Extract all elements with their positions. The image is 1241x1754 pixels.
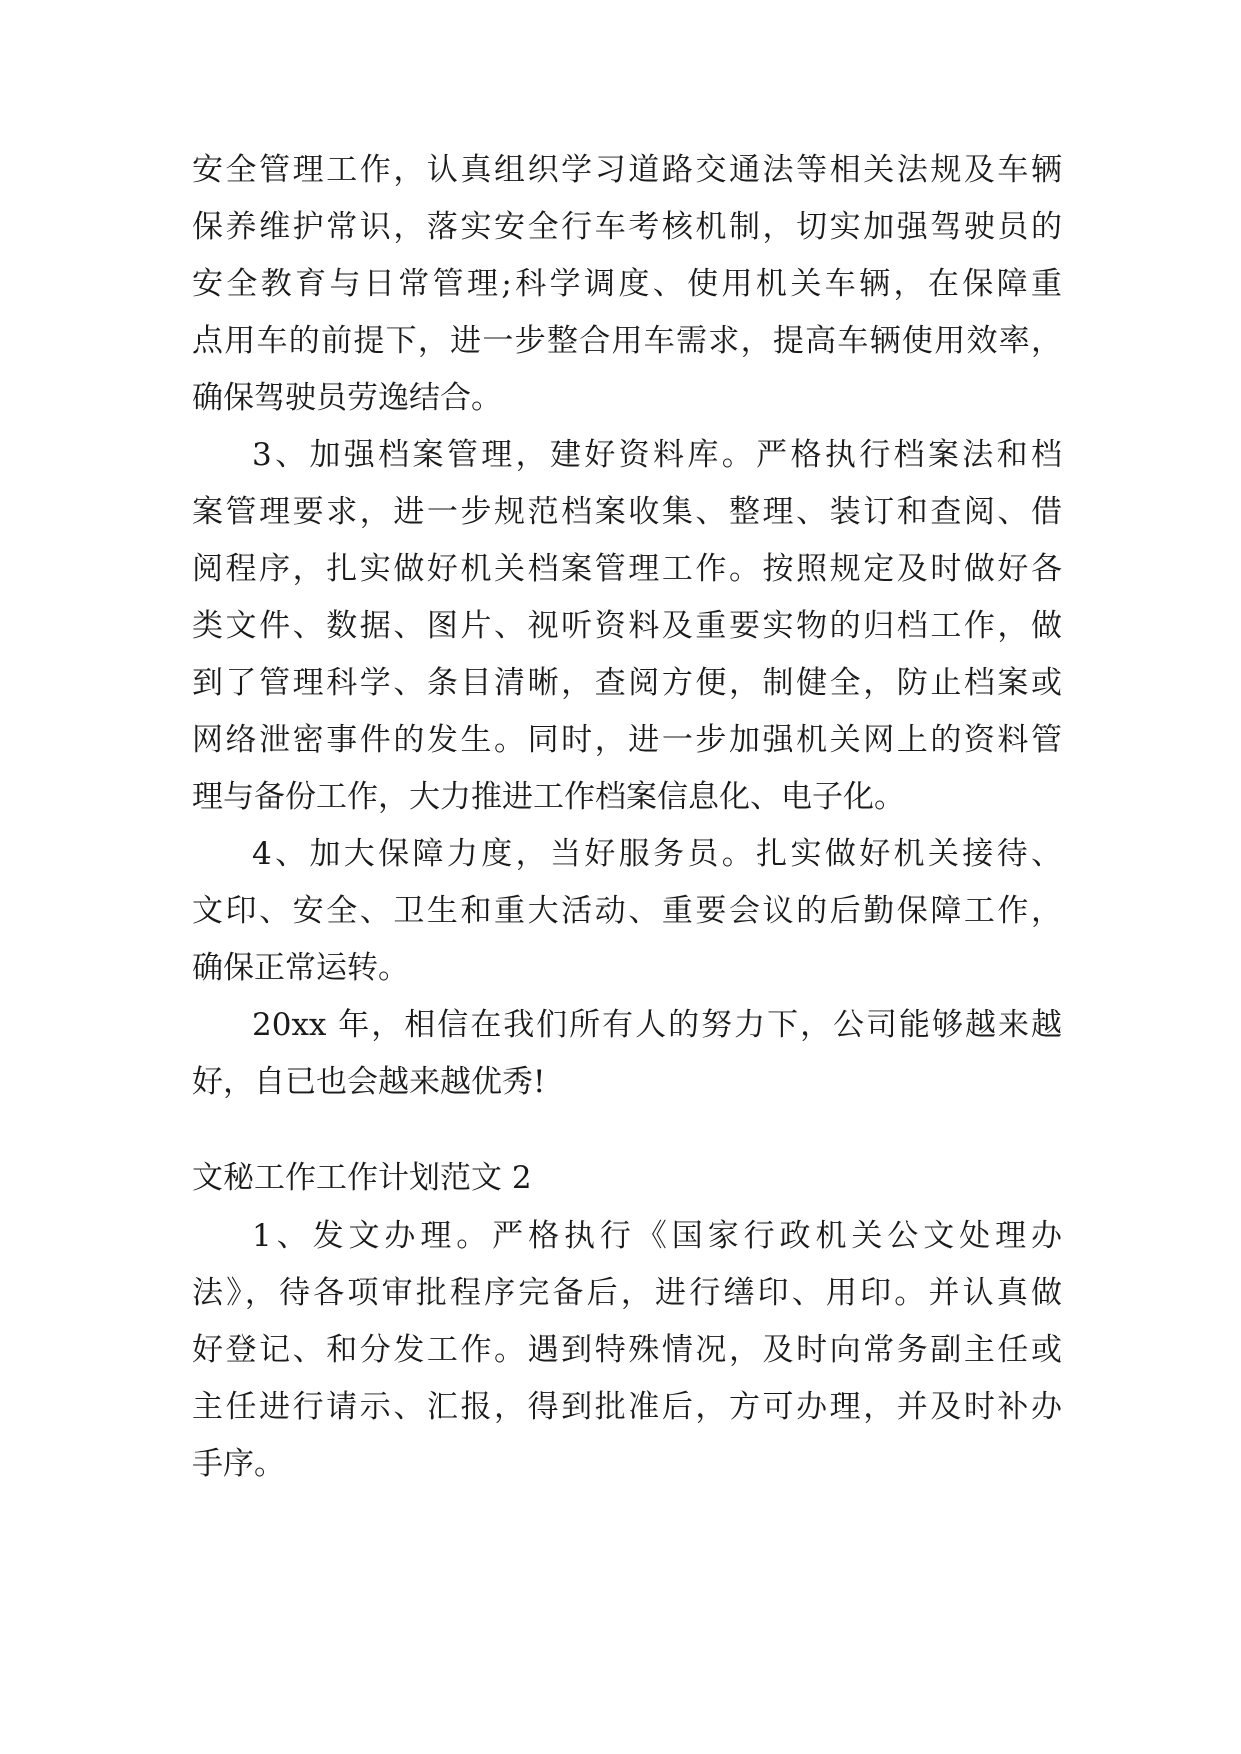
text-line: 到了管理科学、条目清晰，查阅方便，制健全，防止档案或 [192,665,1062,701]
text-line: 确保正常运转。 [192,950,409,986]
text-line: 好，自已也会越来越优秀! [192,1064,546,1100]
text-line: 保养维护常识，落实安全行车考核机制，切实加强驾驶员的 [192,209,1062,245]
text-line: 确保驾驶员劳逸结合。 [192,380,502,416]
text-line: 法》，待各项审批程序完备后，进行缮印、用印。并认真做 [192,1275,1062,1311]
text-line: 手序。 [192,1446,285,1482]
text-line: 4、加大保障力度，当好服务员。扎实做好机关接待、 [252,836,1062,872]
text-line: 3、加强档案管理，建好资料库。严格执行档案法和档 [252,437,1062,473]
text-line: 安全教育与日常管理;科学调度、使用机关车辆，在保障重 [192,266,1062,302]
text-line: 安全管理工作，认真组织学习道路交通法等相关法规及车辆 [192,152,1062,188]
text-line: 20xx 年，相信在我们所有人的努力下，公司能够越来越 [252,1007,1062,1043]
text-line: 类文件、数据、图片、视听资料及重要实物的归档工作，做 [192,608,1062,644]
text-line: 文印、安全、卫生和重大活动、重要会议的后勤保障工作， [192,893,1062,929]
text-line: 主任进行请示、汇报，得到批准后，方可办理，并及时补办 [192,1389,1062,1425]
text-line: 案管理要求，进一步规范档案收集、整理、装订和查阅、借 [192,494,1062,530]
text-line: 阅程序，扎实做好机关档案管理工作。按照规定及时做好各 [192,551,1062,587]
text-line: 点用车的前提下，进一步整合用车需求，提高车辆使用效率， [192,323,1062,359]
text-line: 1、发文办理。严格执行《国家行政机关公文处理办 [252,1218,1062,1254]
text-line: 好登记、和分发工作。遇到特殊情况，及时向常务副主任或 [192,1332,1062,1368]
section-heading: 文秘工作工作计划范文 2 [192,1160,532,1196]
text-line: 理与备份工作，大力推进工作档案信息化、电子化。 [192,779,905,815]
text-line: 网络泄密事件的发生。同时，进一步加强机关网上的资料管 [192,722,1062,758]
